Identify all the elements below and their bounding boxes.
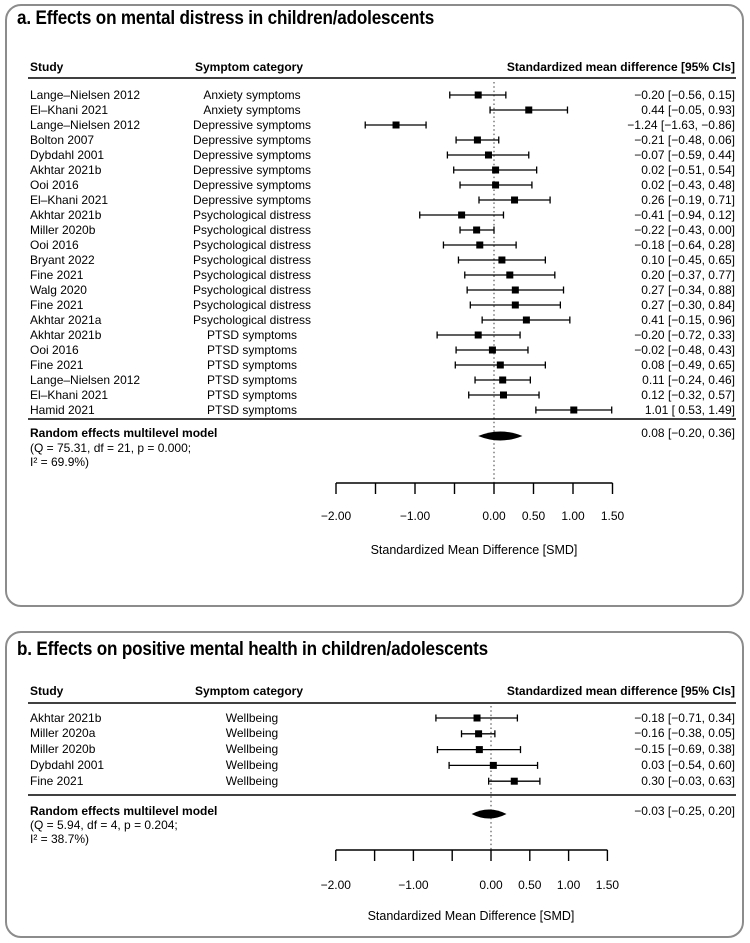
- category-label: Wellbeing: [225, 757, 279, 772]
- study-label: Dybdahl 2001: [30, 147, 105, 162]
- x-axis-tick-label: −1.00: [399, 509, 431, 523]
- effect-value-label: 0.26 [−0.19, 0.71]: [641, 192, 735, 207]
- summary-stats-line1-b: (Q = 5.94, df = 4, p = 0.204;: [30, 818, 178, 832]
- x-axis-tick-label: 0.50: [518, 878, 542, 892]
- column-header-study-b: Study: [30, 684, 64, 698]
- study-label: Bolton 2007: [30, 132, 95, 147]
- study-label: Lange–Nielsen 2012: [30, 372, 141, 387]
- effect-value-label: 0.02 [−0.43, 0.48]: [641, 177, 735, 192]
- effect-value-label: 0.10 [−0.45, 0.65]: [641, 252, 735, 267]
- category-label: PTSD symptoms: [206, 357, 298, 372]
- category-label: Psychological distress: [192, 252, 312, 267]
- effect-value-label: −0.41 [−0.94, 0.12]: [634, 207, 735, 222]
- summary-model-label-b: Random effects multilevel model: [30, 804, 218, 818]
- study-label: Walg 2020: [30, 282, 87, 297]
- x-axis-title-b: Standardized Mean Difference [SMD]: [367, 909, 575, 923]
- column-header-category-a: Symptom category: [194, 60, 304, 74]
- study-label: El–Khani 2021: [30, 192, 109, 207]
- x-axis-tick-label: −2.00: [320, 509, 352, 523]
- category-label: Wellbeing: [225, 726, 279, 741]
- study-label: Miller 2020b: [30, 742, 96, 757]
- category-label: Psychological distress: [192, 312, 312, 327]
- study-label: Bryant 2022: [30, 252, 95, 267]
- study-label: Miller 2020b: [30, 222, 96, 237]
- study-label: Fine 2021: [30, 297, 84, 312]
- study-label: Fine 2021: [30, 773, 84, 788]
- effect-value-label: −0.16 [−0.38, 0.05]: [634, 726, 735, 741]
- summary-model-label-a: Random effects multilevel model: [30, 426, 218, 440]
- effect-value-label: 0.20 [−0.37, 0.77]: [641, 267, 735, 282]
- x-axis-title-a: Standardized Mean Difference [SMD]: [370, 543, 578, 557]
- effect-value-label: 1.01 [ 0.53, 1.49]: [644, 402, 735, 417]
- study-label: Akhtar 2021b: [30, 710, 102, 725]
- study-label: Lange–Nielsen 2012: [30, 87, 141, 102]
- category-label: Depressive symptoms: [192, 177, 312, 192]
- category-label: PTSD symptoms: [206, 372, 298, 387]
- category-label: PTSD symptoms: [206, 387, 298, 402]
- category-label: Wellbeing: [225, 742, 279, 757]
- study-label: El–Khani 2021: [30, 387, 109, 402]
- effect-value-label: 0.27 [−0.34, 0.88]: [641, 282, 735, 297]
- x-axis-tick-label: 0.00: [482, 509, 506, 523]
- study-label: Miller 2020a: [30, 726, 96, 741]
- effect-value-label: 0.03 [−0.54, 0.60]: [641, 757, 735, 772]
- category-label: Psychological distress: [192, 297, 312, 312]
- column-header-category-b: Symptom category: [194, 684, 304, 698]
- column-header-effect-b: Standardized mean difference [95% CIs]: [506, 684, 735, 698]
- category-label: Depressive symptoms: [192, 192, 312, 207]
- column-header-effect-a: Standardized mean difference [95% CIs]: [506, 60, 735, 74]
- effect-value-label: −0.20 [−0.72, 0.33]: [634, 327, 735, 342]
- panel-b-box: [5, 631, 744, 938]
- panel-b-title: b. Effects on positive mental health in children/adolescents: [17, 639, 488, 660]
- panel-a-box: [5, 4, 744, 607]
- effect-value-label: 0.30 [−0.03, 0.63]: [641, 773, 735, 788]
- category-label: PTSD symptoms: [206, 402, 298, 417]
- effect-value-label: −0.07 [−0.59, 0.44]: [634, 147, 735, 162]
- effect-value-label: −0.15 [−0.69, 0.38]: [634, 742, 735, 757]
- study-label: El–Khani 2021: [30, 102, 109, 117]
- effect-value-label: 0.44 [−0.05, 0.93]: [641, 102, 735, 117]
- study-label: Fine 2021: [30, 267, 84, 282]
- summary-stats-line2-a: I² = 69.9%): [30, 455, 90, 469]
- summary-stats-line1-a: (Q = 75.31, df = 21, p = 0.000;: [30, 441, 192, 455]
- x-axis-tick-label: 1.50: [595, 878, 620, 892]
- study-label: Akhtar 2021b: [30, 327, 102, 342]
- effect-value-label: −0.20 [−0.56, 0.15]: [634, 87, 735, 102]
- column-header-study-a: Study: [30, 60, 64, 74]
- category-label: Wellbeing: [225, 710, 279, 725]
- x-axis-tick-label: 1.00: [561, 509, 585, 523]
- effect-value-label: 0.41 [−0.15, 0.96]: [641, 312, 735, 327]
- study-label: Ooi 2016: [30, 237, 79, 252]
- category-label: Psychological distress: [192, 207, 312, 222]
- effect-value-label: −0.02 [−0.48, 0.43]: [634, 342, 735, 357]
- x-axis-tick-label: −1.00: [398, 878, 429, 892]
- study-label: Lange–Nielsen 2012: [30, 117, 141, 132]
- study-label: Ooi 2016: [30, 342, 79, 357]
- category-label: Psychological distress: [192, 267, 312, 282]
- effect-value-label: 0.08 [−0.49, 0.65]: [641, 357, 735, 372]
- effect-value-label: −0.22 [−0.43, 0.00]: [634, 222, 735, 237]
- summary-effect-value-b: −0.03 [−0.25, 0.20]: [634, 804, 735, 818]
- category-label: Psychological distress: [192, 237, 312, 252]
- study-label: Akhtar 2021a: [30, 312, 102, 327]
- category-label: Depressive symptoms: [192, 117, 312, 132]
- effect-value-label: 0.11 [−0.24, 0.46]: [642, 372, 735, 387]
- effect-value-label: 0.12 [−0.32, 0.57]: [641, 387, 735, 402]
- effect-value-label: 0.02 [−0.51, 0.54]: [641, 162, 735, 177]
- category-label: PTSD symptoms: [206, 342, 298, 357]
- category-label: PTSD symptoms: [206, 327, 298, 342]
- category-label: Wellbeing: [225, 773, 279, 788]
- summary-stats-line2-b: I² = 38.7%): [30, 832, 90, 846]
- category-label: Anxiety symptoms: [203, 87, 301, 102]
- x-axis-tick-label: 1.50: [600, 509, 625, 523]
- category-label: Depressive symptoms: [192, 132, 312, 147]
- effect-value-label: −0.18 [−0.64, 0.28]: [634, 237, 735, 252]
- category-label: Psychological distress: [192, 222, 312, 237]
- summary-effect-value-a: 0.08 [−0.20, 0.36]: [641, 426, 735, 440]
- category-label: Psychological distress: [192, 282, 312, 297]
- x-axis-tick-label: 1.00: [556, 878, 581, 892]
- study-label: Hamid 2021: [30, 402, 95, 417]
- study-label: Akhtar 2021b: [30, 207, 102, 222]
- category-label: Depressive symptoms: [192, 162, 312, 177]
- effect-value-label: −1.24 [−1.63, −0.86]: [627, 117, 735, 132]
- study-label: Akhtar 2021b: [30, 162, 102, 177]
- effect-value-label: −0.21 [−0.48, 0.06]: [634, 132, 735, 147]
- category-label: Depressive symptoms: [192, 147, 312, 162]
- study-label: Ooi 2016: [30, 177, 79, 192]
- study-label: Fine 2021: [30, 357, 84, 372]
- x-axis-tick-label: −2.00: [320, 878, 351, 892]
- panel-a-title: a. Effects on mental distress in children/adolescents: [17, 8, 435, 29]
- study-label: Dybdahl 2001: [30, 757, 105, 772]
- effect-value-label: −0.18 [−0.71, 0.34]: [634, 710, 735, 725]
- category-label: Anxiety symptoms: [203, 102, 301, 117]
- x-axis-tick-label: 0.00: [479, 878, 503, 892]
- x-axis-tick-label: 0.50: [521, 509, 546, 523]
- effect-value-label: 0.27 [−0.30, 0.84]: [641, 297, 735, 312]
